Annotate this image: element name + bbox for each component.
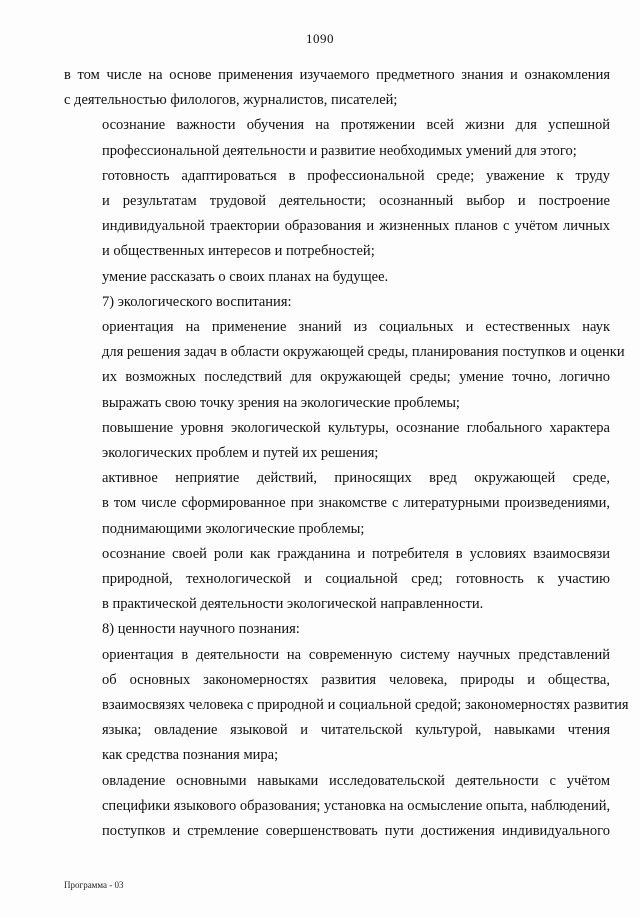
text-line: выражать свою точку зрения на экологические проблемы;: [102, 394, 460, 411]
text-line: овладение основными навыками исследовательской деятельности с учётом: [102, 772, 610, 789]
text-line: и результатам трудовой деятельности; осознанный выбор и построение: [102, 193, 610, 210]
paragraph: [64, 643, 629, 769]
paragraph: [64, 769, 610, 845]
paragraph: [64, 466, 610, 542]
paragraph: [64, 290, 610, 315]
text-line: для решения задач в области окружающей среды, планирования поступков и оценки: [102, 344, 625, 361]
text-line: как средства познания мира;: [102, 747, 279, 764]
paragraph: [64, 113, 610, 163]
paragraph: [64, 542, 610, 618]
text-line: поступков и стремление совершенствовать пути достижения индивидуального: [102, 823, 610, 840]
text-line: 8) ценности научного познания:: [102, 621, 300, 638]
text-line: взаимосвязях человека с природной и социальной средой; закономерностях развития: [102, 697, 629, 714]
text-line: осознание важности обучения на протяжении всей жизни для успешной: [102, 117, 610, 134]
paragraph: [64, 416, 610, 466]
text-line: профессиональной деятельности и развитие необходимых умений для этого;: [102, 142, 577, 159]
text-line: повышение уровня экологической культуры, осознание глобального характера: [102, 419, 610, 436]
text-line: 7) экологического воспитания:: [102, 293, 292, 310]
text-line: языка; овладение языковой и читательской культурой, навыками чтения: [102, 722, 610, 739]
paragraph: [64, 63, 610, 113]
text-line: в практической деятельности экологической направленности.: [102, 596, 484, 613]
text-line: осознание своей роли как гражданина и потребителя в условиях взаимосвязи: [102, 545, 610, 562]
text-line: и общественных интересов и потребностей;: [102, 243, 375, 260]
paragraph: [64, 164, 610, 265]
text-line: ориентация в деятельности на современную систему научных представлений: [102, 646, 610, 663]
text-line: готовность адаптироваться в профессиональной среде; уважение к труду: [102, 167, 610, 184]
footer-label: Программа - 03: [64, 880, 124, 890]
text-line: поднимающими экологические проблемы;: [102, 520, 365, 537]
text-line: в том числе на основе применения изучаемого предметного знания и ознакомления: [64, 67, 610, 83]
text-line: индивидуальной траектории образования и жизненных планов с учётом личных: [102, 218, 610, 235]
text-line: об основных закономерностях развития человека, природы и общества,: [102, 671, 610, 688]
text-line: ориентация на применение знаний из социальных и естественных наук: [102, 319, 610, 336]
text-line: активное неприятие действий, приносящих вред окружающей среде,: [102, 470, 610, 487]
document-body: [64, 63, 629, 844]
text-line: специфики языкового образования; установка на осмысление опыта, наблюдений,: [102, 797, 611, 814]
paragraph: [64, 315, 625, 416]
page-number: 1090: [306, 31, 334, 46]
text-line: с деятельностью филологов, журналистов, писателей;: [64, 92, 398, 109]
text-line: умение рассказать о своих планах на будущее.: [102, 268, 389, 285]
text-line: в том числе сформированное при знакомстве с литературными произведениями,: [102, 495, 610, 512]
text-line: их возможных последствий для окружающей среды; умение точно, логично: [102, 369, 610, 386]
text-line: природной, технологической и социальной сред; готовность к участию: [102, 571, 610, 588]
text-line: экологических проблем и путей их решения;: [102, 445, 379, 462]
paragraph: [64, 265, 610, 290]
paragraph: [64, 617, 610, 642]
